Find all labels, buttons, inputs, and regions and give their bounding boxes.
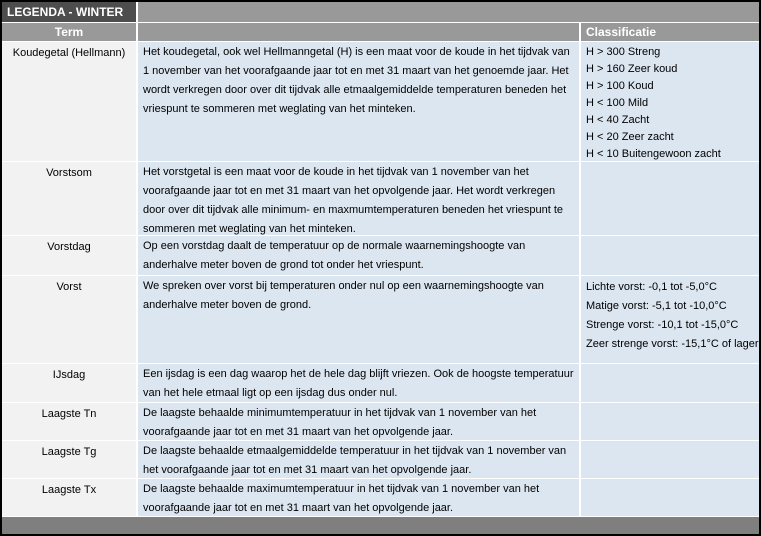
table-row bbox=[2, 479, 759, 516]
term-cell: Laagste Tn bbox=[2, 403, 136, 440]
classification-cell bbox=[581, 276, 759, 363]
classification-line: Lichte vorst: -0,1 tot -5,0°C bbox=[586, 281, 717, 293]
classification-cell bbox=[581, 479, 759, 516]
table-row bbox=[2, 236, 759, 275]
column-header-classification: Classificatie bbox=[581, 23, 759, 41]
column-header-description bbox=[138, 23, 579, 41]
page-title: LEGENDA - WINTER bbox=[2, 2, 136, 22]
table-body bbox=[2, 42, 759, 516]
term-cell: Laagste Tx bbox=[2, 479, 136, 516]
term-cell: IJsdag bbox=[2, 364, 136, 402]
classification-line: H > 300 Streng bbox=[586, 46, 661, 58]
table-row bbox=[2, 276, 759, 363]
description-cell: Een ijsdag is een dag waarop het de hele dag blijft vriezen. Ook de hoogste temperatuur van het hele etmaal ligt op een ijsdag dus onder nul. bbox=[138, 364, 579, 402]
header-title-fill bbox=[138, 2, 759, 22]
classification-line: H < 20 Zeer zacht bbox=[586, 131, 674, 143]
classification-line: H > 160 Zeer koud bbox=[586, 63, 678, 75]
classification-cell bbox=[581, 364, 759, 402]
classification-cell bbox=[581, 162, 759, 235]
classification-cell bbox=[581, 403, 759, 440]
classification-cell bbox=[581, 42, 759, 161]
description-cell: Het koudegetal, ook wel Hellmanngetal (H) is een maat voor de koude in het tijdvak van 1 november van het voorafgaande jaar tot en met 31 maart van het genoemde jaar. Het wordt verkregen door over dit tijdvak alle etmaalgemiddelde temperaturen beneden het vriespunt te sommeren met weglating van het minteken. bbox=[138, 42, 579, 161]
classification-line: Strenge vorst: -10,1 tot -15,0°C bbox=[586, 319, 739, 331]
table-row bbox=[2, 441, 759, 478]
classification-line: H < 40 Zacht bbox=[586, 114, 650, 126]
classification-line: Matige vorst: -5,1 tot -10,0°C bbox=[586, 300, 727, 312]
term-cell: Laagste Tg bbox=[2, 441, 136, 478]
term-cell: Koudegetal (Hellmann) bbox=[2, 42, 136, 161]
table-row bbox=[2, 364, 759, 402]
description-cell: De laagste behaalde maximumtemperatuur in het tijdvak van 1 november van het voorafgaande jaar tot en met 31 maart van het opvolgende jaar. bbox=[138, 479, 579, 516]
classification-line: Zeer strenge vorst: -15,1°C of lager bbox=[586, 338, 759, 350]
classification-line: H < 100 Mild bbox=[586, 97, 649, 109]
classification-line: H > 100 Koud bbox=[586, 80, 654, 92]
classification-cell bbox=[581, 441, 759, 478]
footer-bar bbox=[2, 517, 759, 534]
table-row bbox=[2, 162, 759, 235]
column-header-term: Term bbox=[2, 23, 136, 41]
term-cell: Vorstdag bbox=[2, 236, 136, 275]
column-header-row bbox=[2, 23, 759, 41]
term-cell: Vorst bbox=[2, 276, 136, 363]
table-row bbox=[2, 42, 759, 161]
table-row bbox=[2, 403, 759, 440]
description-cell: Het vorstgetal is een maat voor de koude in het tijdvak van 1 november van het voorafgaande jaar tot en met 31 maart van het opvolgende jaar. Het wordt verkregen door over dit tijdvak alle minimum- en maxmumtemperaturen beneden het vriespunt te sommeren met weglating van het minteken. bbox=[138, 162, 579, 235]
description-cell: De laagste behaalde etmaalgemiddelde temperatuur in het tijdvak van 1 november van het voorafgaande jaar tot en met 31 maart van het opvolgende jaar. bbox=[138, 441, 579, 478]
header-title-row bbox=[2, 2, 759, 22]
description-cell: De laagste behaalde minimumtemperatuur in het tijdvak van 1 november van het voorafgaande jaar tot en met 31 maart van het opvolgende jaar. bbox=[138, 403, 579, 440]
term-cell: Vorstsom bbox=[2, 162, 136, 235]
description-cell: Op een vorstdag daalt de temperatuur op de normale waarnemingshoogte van anderhalve meter boven de grond tot onder het vriespunt. bbox=[138, 236, 579, 275]
description-cell: We spreken over vorst bij temperaturen onder nul op een waarnemingshoogte van anderhalve meter boven de grond. bbox=[138, 276, 579, 363]
classification-cell bbox=[581, 236, 759, 275]
classification-line: H < 10 Buitengewoon zacht bbox=[586, 148, 721, 160]
